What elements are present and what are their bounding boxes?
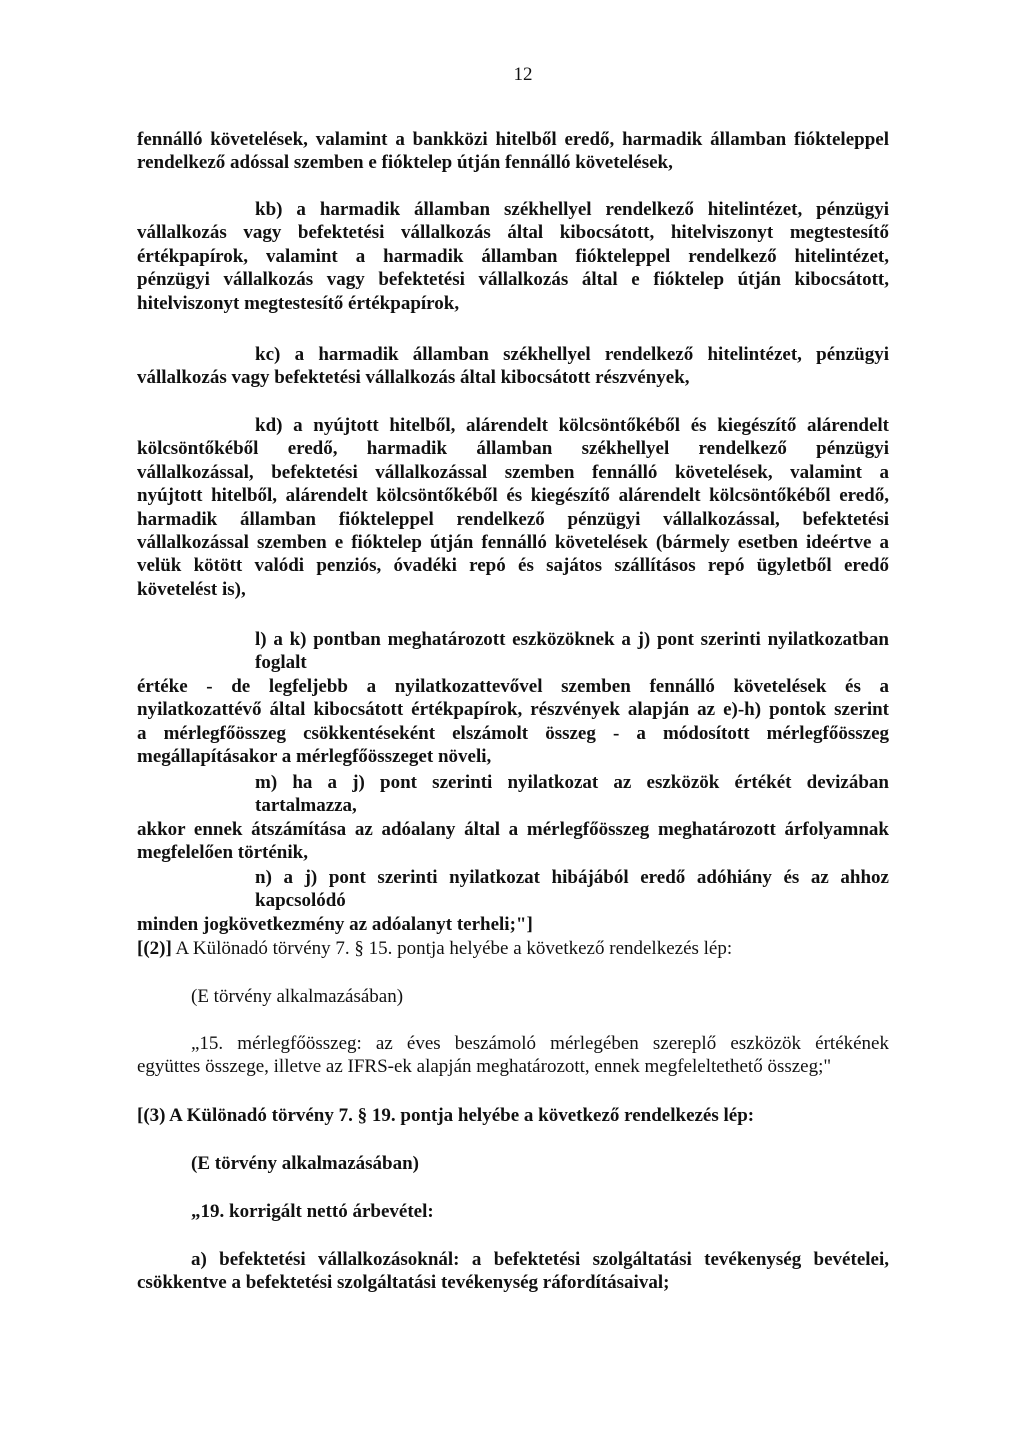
paragraph-definition-19 <box>137 1200 889 1223</box>
text-line: csökkentve a befektetési szolgáltatási tevékenység ráfordításaival; <box>137 1272 670 1294</box>
paragraph-kb <box>137 198 889 315</box>
paragraph-n <box>137 866 889 936</box>
text-line: minden jogkövetkezmény az adóalanyt terheli;"] <box>137 913 533 935</box>
text-line: l) a k) pontban meghatározott eszközöknek a j) pont szerinti nyilatkozatban foglalt <box>255 629 889 674</box>
text-line: követelést is), <box>137 578 246 600</box>
paragraph-m <box>137 771 889 865</box>
text-line: együttes összege, illetve az IFRS-ek alapján meghatározott, ennek megfeleltethető összeg;" <box>137 1056 832 1078</box>
paragraph-kc <box>137 343 889 390</box>
section-marker: [(2)] <box>137 938 172 959</box>
text-line: m) ha a j) pont szerinti nyilatkozat az eszközök értékét devizában tartalmazza, <box>255 772 889 817</box>
paragraph-continuation <box>137 128 889 175</box>
text-line: kb) a harmadik államban székhellyel rendelkező hitelintézet, pénzügyi <box>255 199 889 220</box>
text-line: harmadik államban fiókteleppel rendelkező pénzügyi vállalkozással, befektetési <box>137 508 889 530</box>
paragraph-section-2 <box>137 937 889 960</box>
text-line: kölcsöntőkéből eredő, harmadik államban székhellyel rendelkező pénzügyi <box>137 438 889 460</box>
text-line: vállalkozás vagy befektetési vállalkozás által kibocsátott részvények, <box>137 367 690 389</box>
text-line: a) befektetési vállalkozásoknál: a befektetési szolgáltatási tevékenység bevételei, <box>191 1249 889 1270</box>
text-line: rendelkező adóssal szemben e fióktelep útján fennálló követelések, <box>137 152 673 174</box>
text-line: „15. mérlegfőösszeg: az éves beszámoló mérlegében szereplő eszközök értékének <box>191 1033 889 1054</box>
page-number: 12 <box>513 64 533 85</box>
paragraph-section-3 <box>137 1104 889 1127</box>
text-line: akkor ennek átszámítása az adóalany által a mérlegfőösszeg meghatározott árfolyamnak <box>137 818 889 840</box>
paragraph-l <box>137 628 889 768</box>
text-line: (E törvény alkalmazásában) <box>191 1153 419 1174</box>
text-line: n) a j) pont szerinti nyilatkozat hibájából eredő adóhiány és az ahhoz kapcsolódó <box>255 867 889 912</box>
text-line: vállalkozással szemben e fióktelep útján fennálló követelések (bármely esetben ideértve a <box>137 532 889 554</box>
text-line: hitelviszonyt megtestesítő értékpapírok, <box>137 292 460 314</box>
text-line: kc) a harmadik államban székhellyel rendelkező hitelintézet, pénzügyi <box>255 344 889 365</box>
text-line: megfelelően történik, <box>137 842 308 864</box>
paragraph-scope-bold <box>137 1152 889 1175</box>
text-line: vállalkozás vagy befektetési vállalkozás által kibocsátott, hitelviszonyt megtestesítő <box>137 222 889 244</box>
text-line: [(3) A Különadó törvény 7. § 19. pontja helyébe a következő rendelkezés lép: <box>137 1105 755 1126</box>
text-line: megállapításakor a mérlegfőösszeget növeli, <box>137 746 492 768</box>
text-line: vállalkozással, befektetési vállalkozással szemben fennálló követelések, valamint a <box>137 461 889 483</box>
text-line: fennálló követelések, valamint a bankközi hitelből eredő, harmadik államban fiókteleppel <box>137 129 889 150</box>
text-line: nyújtott hitelből, alárendelt kölcsöntőkéből és kiegészítő alárendelt kölcsöntőkéből eredő, <box>137 485 889 507</box>
text-line: (E törvény alkalmazásában) <box>191 986 404 1007</box>
text-line: értékpapírok, valamint a harmadik államban fiókteleppel rendelkező hitelintézet, <box>137 245 889 267</box>
text-line: kd) a nyújtott hitelből, alárendelt kölcsöntőkéből és kiegészítő alárendelt <box>255 415 889 436</box>
section-text: A Különadó törvény 7. § 15. pontja helyébe a következő rendelkezés lép: <box>171 938 733 959</box>
text-line: a mérlegfőösszeg csökkentéseként elszámolt összeg - a módosított mérlegfőösszeg <box>137 722 889 744</box>
text-line: velük kötött valódi penziós, óvadéki repó és sajátos szállításos repó ügyletből eredő <box>137 555 889 577</box>
paragraph-definition-15 <box>137 1032 889 1079</box>
text-line: nyilatkozattévő által kibocsátott értékpapírok, részvények alapján az e)-h) pontok szerint <box>137 699 889 721</box>
paragraph-scope <box>137 985 889 1008</box>
text-line: értéke - de legfeljebb a nyilatkozattevővel szemben fennálló követelések és a <box>137 675 889 697</box>
text-line: „19. korrigált nettó árbevétel: <box>191 1201 434 1222</box>
text-line: pénzügyi vállalkozás vagy befektetési vállalkozás által e fióktelep útján kibocsátott, <box>137 269 889 291</box>
text-line <box>137 937 889 960</box>
paragraph-a <box>137 1248 889 1295</box>
paragraph-kd <box>137 414 889 601</box>
